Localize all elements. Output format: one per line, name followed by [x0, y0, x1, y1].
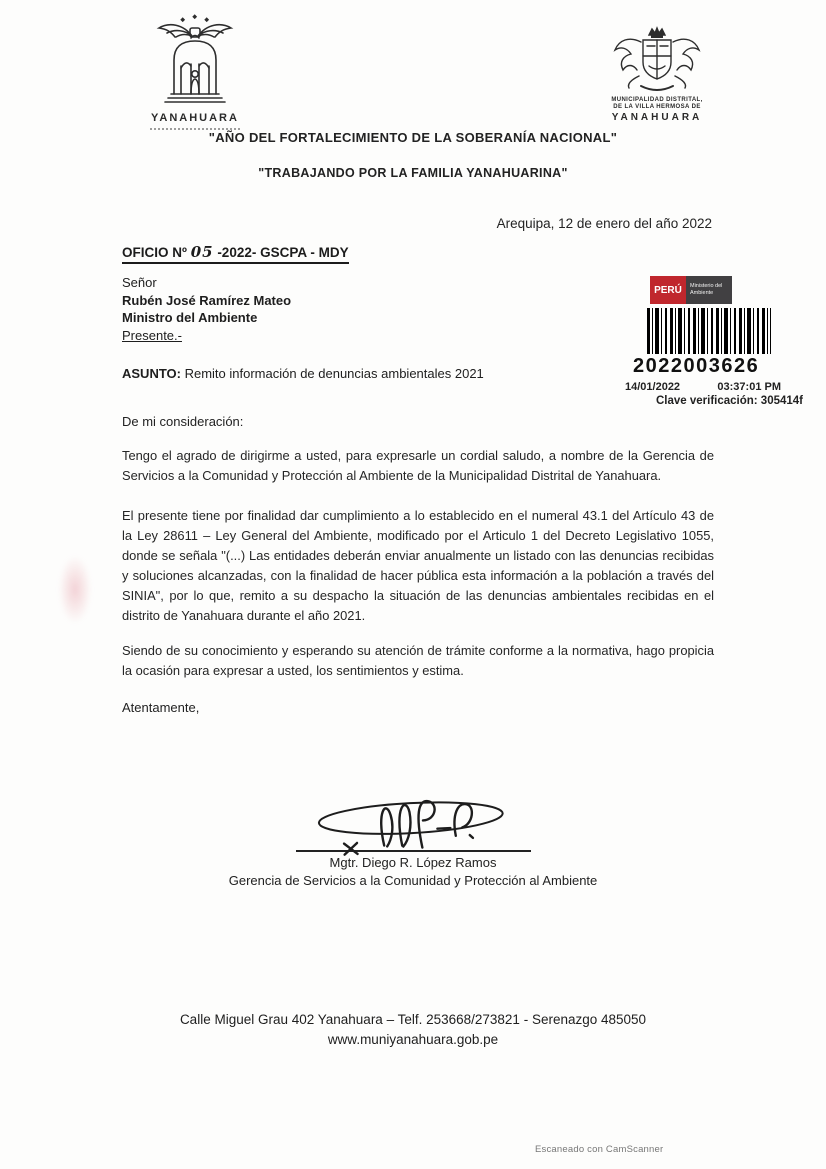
subject-line [122, 366, 484, 381]
stamp-time: 03:37:01 PM [717, 381, 781, 393]
oficio-suffix: -2022- GSCPA - MDY [213, 245, 349, 260]
addressee-title: Ministro del Ambiente [122, 310, 258, 325]
addressee-block [122, 274, 291, 344]
oficio-prefix: OFICIO Nº [122, 245, 191, 260]
subject-label: ASUNTO: [122, 366, 181, 381]
ministry-label: Ministerio del Ambiente [686, 276, 732, 304]
logo-right-line3: YANAHUARA [611, 112, 703, 123]
letter-footer [0, 1012, 826, 1047]
stamp-verification-key: Clave verificación: 305414f [655, 395, 803, 407]
greeting: De mi consideración: [122, 414, 244, 429]
logo-left-caption: YANAHUARA [151, 112, 239, 124]
reception-stamp [625, 276, 805, 407]
yanahuara-arch-logo [140, 14, 250, 130]
body-paragraph-2: El presente tiene por finalidad dar cumplimiento a lo establecido en el numeral 43.1 del Artículo 43 de la Ley 28611 – Ley General del Ambiente, modificado por el Articulo 1 del Decreto Legislativo 1055, donde se señala "(...) Las entidades deberán enviar anualmente un listado con las denuncias recibidas y soluciones alcanzadas, con la finalidad de hacer pública esta información a la población a través del SINIA", por lo que, remito a su despacho la situación de las denuncias ambientales recibidas en el distrito de Yanahuara durante el año 2021. [122, 508, 714, 623]
header-quote-motto: "TRABAJANDO POR LA FAMILIA YANAHUARINA" [258, 166, 568, 180]
stamp-date: 14/01/2022 [625, 381, 681, 393]
oficio-reference [122, 243, 349, 264]
addressee-name: Rubén José Ramírez Mateo [122, 292, 292, 308]
peru-brand-badge: PERÚ [650, 276, 686, 304]
coat-of-arms-icon [605, 26, 709, 92]
dateline: Arequipa, 12 de enero del año 2022 [496, 216, 712, 231]
body-paragraph-3: Siendo de su conocimiento y esperando su atención de trámite conforme a la normativa, hago propicia la ocasión para expresar a usted, los sentimientos y estima. [122, 643, 714, 678]
signer-name: Mgtr. Diego R. López Ramos [329, 855, 497, 870]
barcode-icon [647, 308, 771, 354]
logo-right-line2: DE LA VILLA HERMOSA DE [613, 104, 701, 110]
arch-monument-icon [145, 14, 245, 106]
stamp-datetime [625, 381, 781, 393]
municipal-crest-logo [598, 26, 716, 123]
scan-smudge-artifact [52, 542, 98, 637]
handwritten-signature-icon [283, 788, 543, 856]
subject-text: Remito información de denuncias ambientales 2021 [180, 366, 484, 381]
addressee-salutation: Señor [122, 275, 157, 290]
header-quote-year: "AÑO DEL FORTALECIMIENTO DE LA SOBERANÍA NACIONAL" [208, 130, 618, 145]
footer-website: www.muniyanahuara.gob.pe [327, 1032, 499, 1047]
signature-line [296, 850, 531, 852]
footer-address: Calle Miguel Grau 402 Yanahuara – Telf. 253668/273821 - Serenazgo 485050 [179, 1012, 647, 1027]
body-paragraph-1: Tengo el agrado de dirigirme a usted, para expresarle un cordial saludo, a nombre de la Gerencia de Servicios a la Comunidad y Protección al Ambiente de la Municipalidad Distrital de Yanahuara. [122, 448, 714, 483]
camscanner-watermark: Escaneado con CamScanner [535, 1144, 664, 1155]
signer-title: Gerencia de Servicios a la Comunidad y Protección al Ambiente [228, 873, 598, 888]
stamp-registry-number: 2022003626 [633, 355, 760, 377]
oficio-number-handwritten: 05 [190, 243, 214, 261]
addressee-presente: Presente.- [122, 327, 182, 343]
signature-block [0, 788, 826, 888]
closing-salutation: Atentamente, [122, 700, 200, 715]
ministry-logo [650, 276, 732, 304]
logo-right-line1: MUNICIPALIDAD DISTRITAL, [611, 97, 703, 103]
